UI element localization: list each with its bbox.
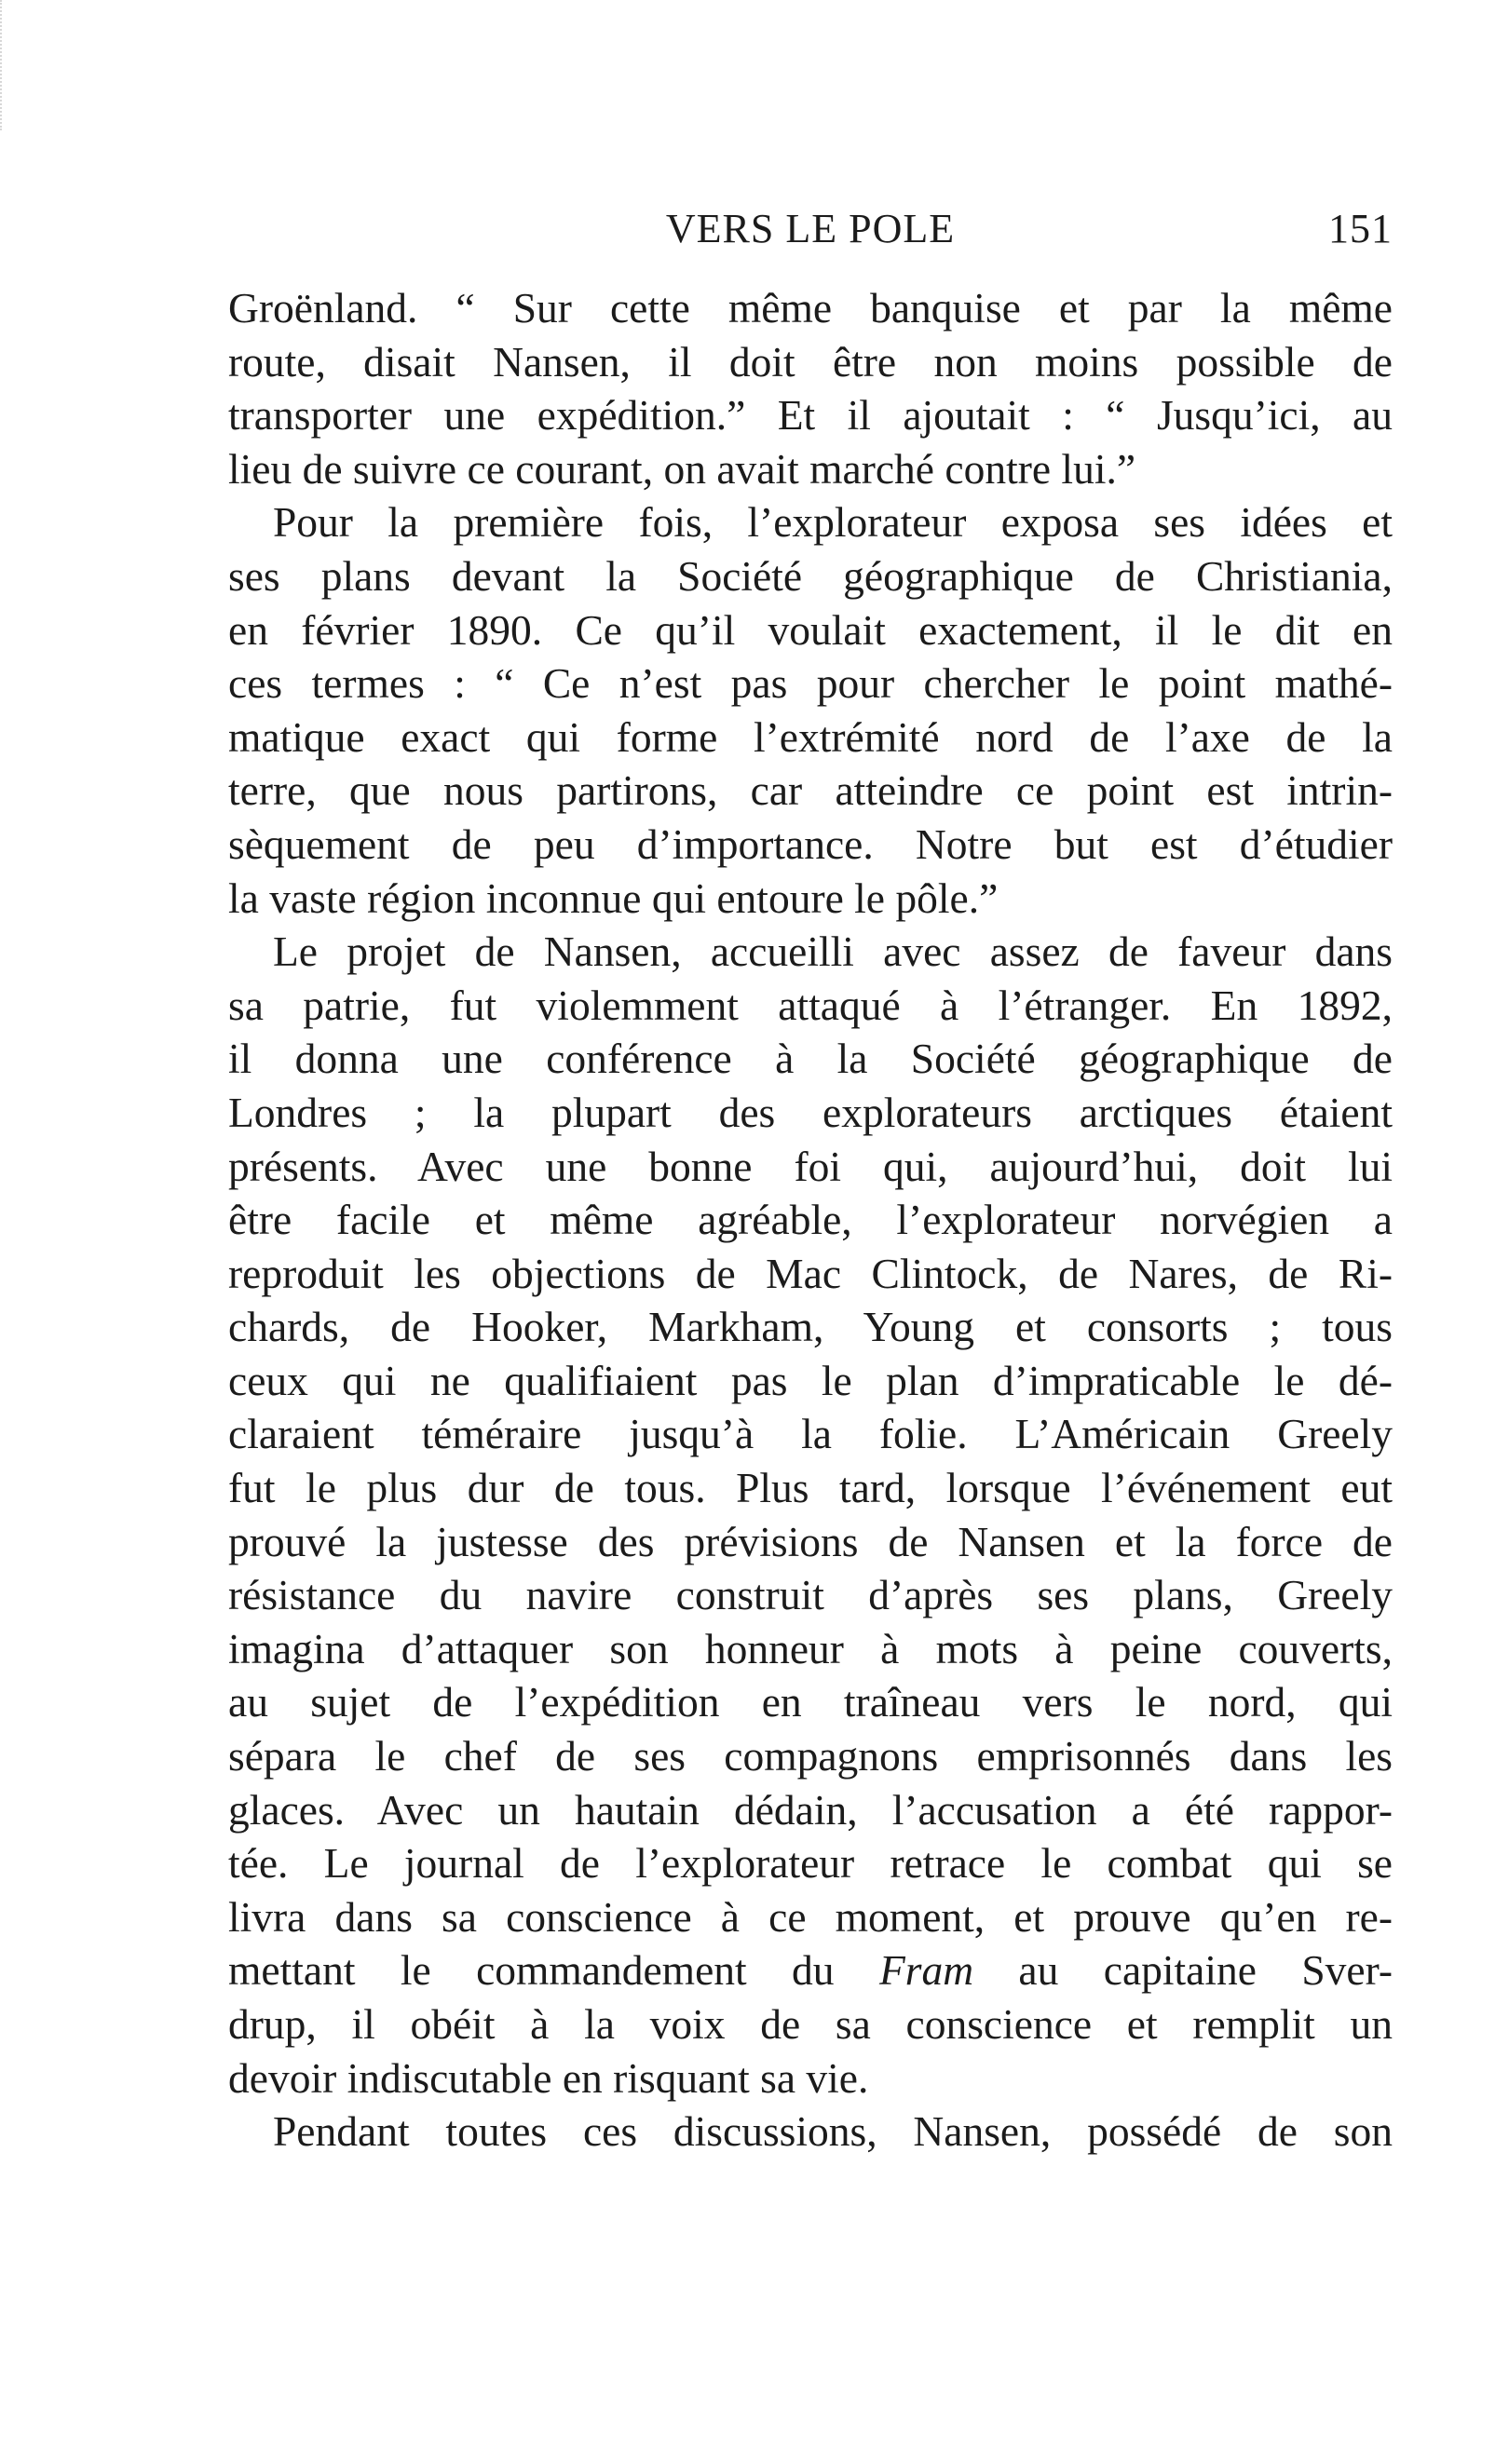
text-line: au sujet de l’expédition en traîneau vers le nord, qui [228, 1678, 1393, 1726]
text-line: fut le plus dur de tous. Plus tard, lorsque l’événement eut [228, 1464, 1393, 1512]
text-line: résistance du navire construit d’après ses plans, Greely [228, 1571, 1393, 1619]
text-line: matique exact qui forme l’extrémité nord de l’axe de la [228, 712, 1393, 761]
text-line: transporter une expédition.” Et il ajoutait : “ Jusqu’ici, au [228, 391, 1393, 440]
page-number: 151 [1328, 206, 1393, 251]
text-line: présents. Avec une bonne foi qui, aujourd’hui, doit lui [228, 1142, 1393, 1190]
text-line: Groënland. “ Sur cette même banquise et par la même [228, 284, 1393, 332]
text-line: sa patrie, fut violemment attaqué à l’étranger. En 1892, [228, 981, 1393, 1029]
text-line: Le projet de Nansen, accueilli avec assez de faveur dans [273, 927, 1393, 976]
text-line: en février 1890. Ce qu’il voulait exactement, il le dit en [228, 605, 1393, 654]
text-line: être facile et même agréable, l’explorateur norvégien a [228, 1196, 1393, 1244]
text-line: ces termes : “ Ce n’est pas pour chercher le point mathé- [228, 659, 1393, 708]
text-line: lieu de suivre ce courant, on avait marché contre lui.” [228, 444, 1136, 493]
text-line: il donna une conférence à la Société géographique de [228, 1035, 1393, 1083]
text-line: chards, de Hooker, Markham, Young et consorts ; tous [228, 1303, 1393, 1351]
text-line: livra dans sa conscience à ce moment, et prouve qu’en re- [228, 1892, 1393, 1941]
scan-edge-mark [0, 0, 15, 130]
text-segment: au capitaine Sver- [973, 1946, 1393, 1995]
body-text [228, 281, 1393, 2159]
text-line: Pendant toutes ces discussions, Nansen, possédé de son [273, 2107, 1393, 2156]
text-line: Pour la première fois, l’explorateur exposa ses idées et [273, 498, 1393, 547]
text-line: devoir indiscutable en risquant sa vie. [228, 2053, 869, 2102]
ship-name: Fram [878, 1946, 974, 1995]
text-line: claraient téméraire jusqu’à la folie. L’Américain Greely [228, 1410, 1393, 1458]
text-line: ses plans devant la Société géographique de Christiania, [228, 551, 1393, 600]
text-line: la vaste région inconnue qui entoure le pôle.” [228, 873, 999, 922]
text-line: Londres ; la plupart des explorateurs arctiques étaient [228, 1088, 1393, 1136]
text-line: reproduit les objections de Mac Clintock, de Nares, de Ri- [228, 1249, 1393, 1297]
text-line-with-ship-name [228, 1943, 1393, 1997]
text-line: sèquement de peu d’importance. Notre but est d’étudier [228, 819, 1393, 868]
text-line: glaces. Avec un hautain dédain, l’accusation a été rappor- [228, 1785, 1393, 1834]
text-segment: mettant le commandement du [228, 1946, 879, 1995]
text-line: prouvé la justesse des prévisions de Nansen et la force de [228, 1517, 1393, 1565]
text-line: ceux qui ne qualifiaient pas le plan d’impraticable le dé- [228, 1356, 1393, 1404]
text-line: sépara le chef de ses compagnons emprisonnés dans les [228, 1732, 1393, 1780]
text-line: tée. Le journal de l’explorateur retrace le combat qui se [228, 1839, 1393, 1888]
running-head [228, 205, 1393, 261]
text-line: terre, que nous partirons, car atteindre ce point est intrin- [228, 766, 1393, 815]
text-line: route, disait Nansen, il doit être non moins possible de [228, 337, 1393, 386]
running-title: VERS LE POLE [665, 206, 956, 251]
text-line: imagina d’attaquer son honneur à mots à peine couverts, [228, 1624, 1393, 1672]
text-line: drup, il obéit à la voix de sa conscience et remplit un [228, 2000, 1393, 2048]
